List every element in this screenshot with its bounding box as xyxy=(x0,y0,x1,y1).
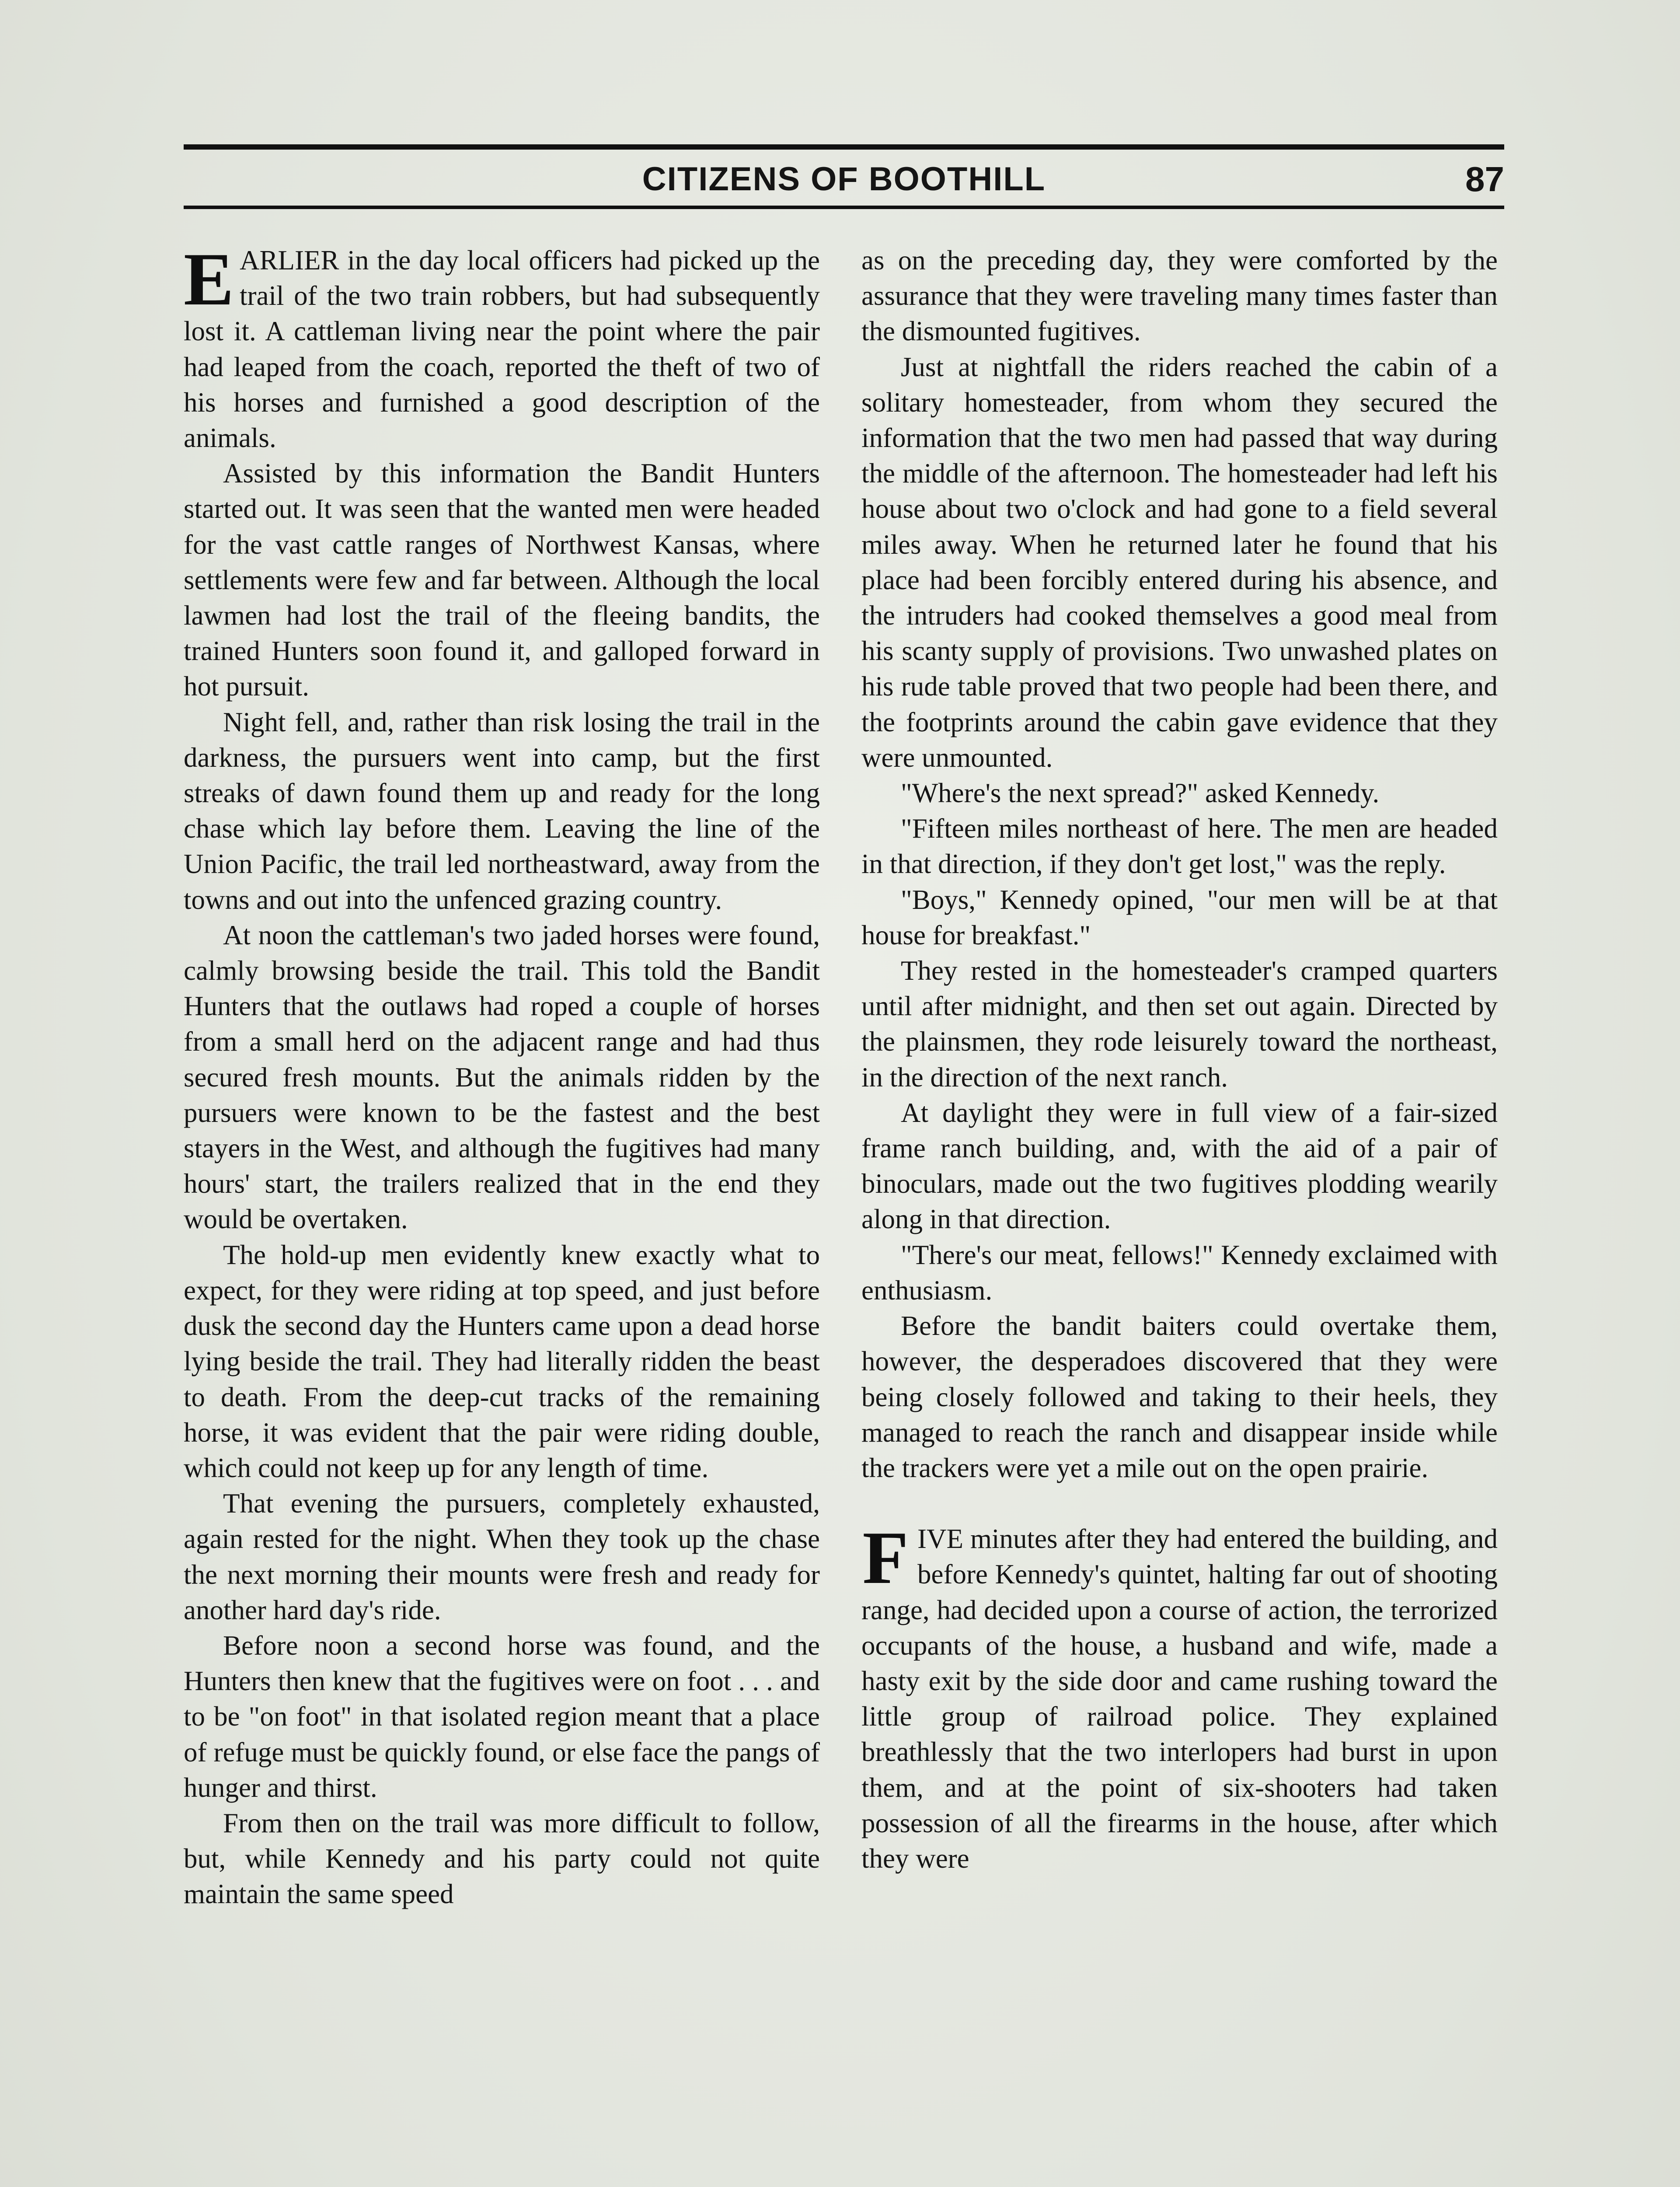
paragraph: as on the preceding day, they were comforted by the assurance that they were traveling many times faster than the dismounted fugitives. xyxy=(861,245,1498,347)
paragraph-text: ARLIER in the day local officers had picked up the trail of the two train robbers, but had subsequently lost it. A cattleman living near the point where the pair had leaped from the coach, reported the theft of two of his horses and furnished a good description of the animals. xyxy=(184,245,820,454)
running-head xyxy=(184,155,1504,203)
paragraph: Before noon a second horse was found, and the Hunters then knew that the fugitives were on foot . . . and to be "on foot" in that isolated region meant that a place of refuge must be quickly found, or else face the pangs of hunger and thirst. xyxy=(184,1630,820,1803)
paragraph: At daylight they were in full view of a fair-sized frame ranch building, and, with the aid of a pair of binoculars, made out the two fugitives plodding wearily along in that direction. xyxy=(861,1097,1498,1235)
paragraph: They rested in the homesteader's cramped quarters until after midnight, and then set out again. Directed by the plainsmen, they rode leisurely toward the northeast, in the direction of the next ranch. xyxy=(861,955,1498,1093)
header-top-rule xyxy=(184,144,1504,150)
drop-cap: E xyxy=(184,238,234,321)
header-bottom-rule xyxy=(184,206,1504,209)
paragraph-text: IVE minutes after they had entered the building, and before Kennedy's quintet, halting far out of shooting range, had decided upon a course of action, the terrorized occupants of the house, a husband and wife, made a hasty exit by the side door and came rushing toward the little group of railroad police. They explained breathlessly that the two interlopers had burst in upon them, and at the point of six-shooters had taken possession of all the firearms in the house, after which they were xyxy=(861,1523,1498,1874)
paragraph: That evening the pursuers, completely exhausted, again rested for the night. When they took up the chase the next morning their mounts were fresh and ready for another hard day's ride. xyxy=(184,1488,820,1625)
page-number: 87 xyxy=(1465,160,1504,199)
paragraph: "Boys," Kennedy opined, "our men will be at that house for breakfast." xyxy=(861,884,1498,950)
running-title: CITIZENS OF BOOTHILL xyxy=(642,161,1046,198)
paragraph: Night fell, and, rather than risk losing the trail in the darkness, the pursuers went into camp, but the first streaks of dawn found them up and ready for the long chase which lay before them. Leaving the line of the Union Pacific, the trail led northeastward, away from the towns and out into the unfenced grazing country. xyxy=(184,706,820,915)
paragraph: At noon the cattleman's two jaded horses were found, calmly browsing beside the trail. This told the Bandit Hunters that the outlaws had roped a couple of horses from a small herd on the adjacent range and had thus secured fresh mounts. But the animals ridden by the pursuers were known to be the fastest and the best stayers in the West, and although the fugitives had many hours' start, the trailers realized that in the end they would be overtaken. xyxy=(184,919,820,1235)
paragraph: The hold-up men evidently knew exactly what to expect, for they were riding at top speed, and just before dusk the second day the Hunters came upon a dead horse lying beside the trail. They had literally ridden the beast to death. From the deep-cut tracks of the remaining horse, it was evident that the pair were riding double, which could not keep up for any length of time. xyxy=(184,1239,820,1483)
paragraph xyxy=(184,238,820,456)
paragraph: From then on the trail was more difficult to follow, but, while Kennedy and his party could not quite maintain the same speed xyxy=(184,1807,820,1910)
paragraph: Before the bandit baiters could overtake them, however, the desperadoes discovered that they were being closely followed and taking to their heels, they managed to reach the ranch and disappear inside while the trackers were yet a mile out on the open prairie. xyxy=(861,1310,1498,1483)
paragraph: Just at nightfall the riders reached the cabin of a solitary homesteader, from whom they secured the information that the two men had passed that way during the middle of the afternoon. The homesteader had left his house about two o'clock and had gone to a field several miles away. When he returned later he found that his place had been forcibly entered during his absence, and the intruders had cooked themselves a good meal from his scanty supply of provisions. Two unwashed plates on his rude table proved that two people had been there, and the footprints around the cabin gave evidence that they were unmounted. xyxy=(861,351,1498,773)
paragraph: Assisted by this information the Bandit Hunters started out. It was seen that the wanted men were headed for the vast cattle ranges of Northwest Kansas, where settlements were few and far between. Although the local lawmen had lost the trail of the fleeing bandits, the trained Hunters soon found it, and galloped forward in hot pursuit. xyxy=(184,458,820,702)
drop-cap: F xyxy=(862,1516,909,1600)
paragraph: "Fifteen miles northeast of here. The men are headed in that direction, if they don't get lost," was the reply. xyxy=(861,813,1498,880)
text-column-left xyxy=(184,238,820,1912)
text-column-right xyxy=(861,243,1498,1876)
paragraph: "There's our meat, fellows!" Kennedy exclaimed with enthusiasm. xyxy=(861,1239,1498,1306)
paragraph xyxy=(861,1516,1498,1876)
paragraph: "Where's the next spread?" asked Kennedy. xyxy=(901,778,1380,809)
